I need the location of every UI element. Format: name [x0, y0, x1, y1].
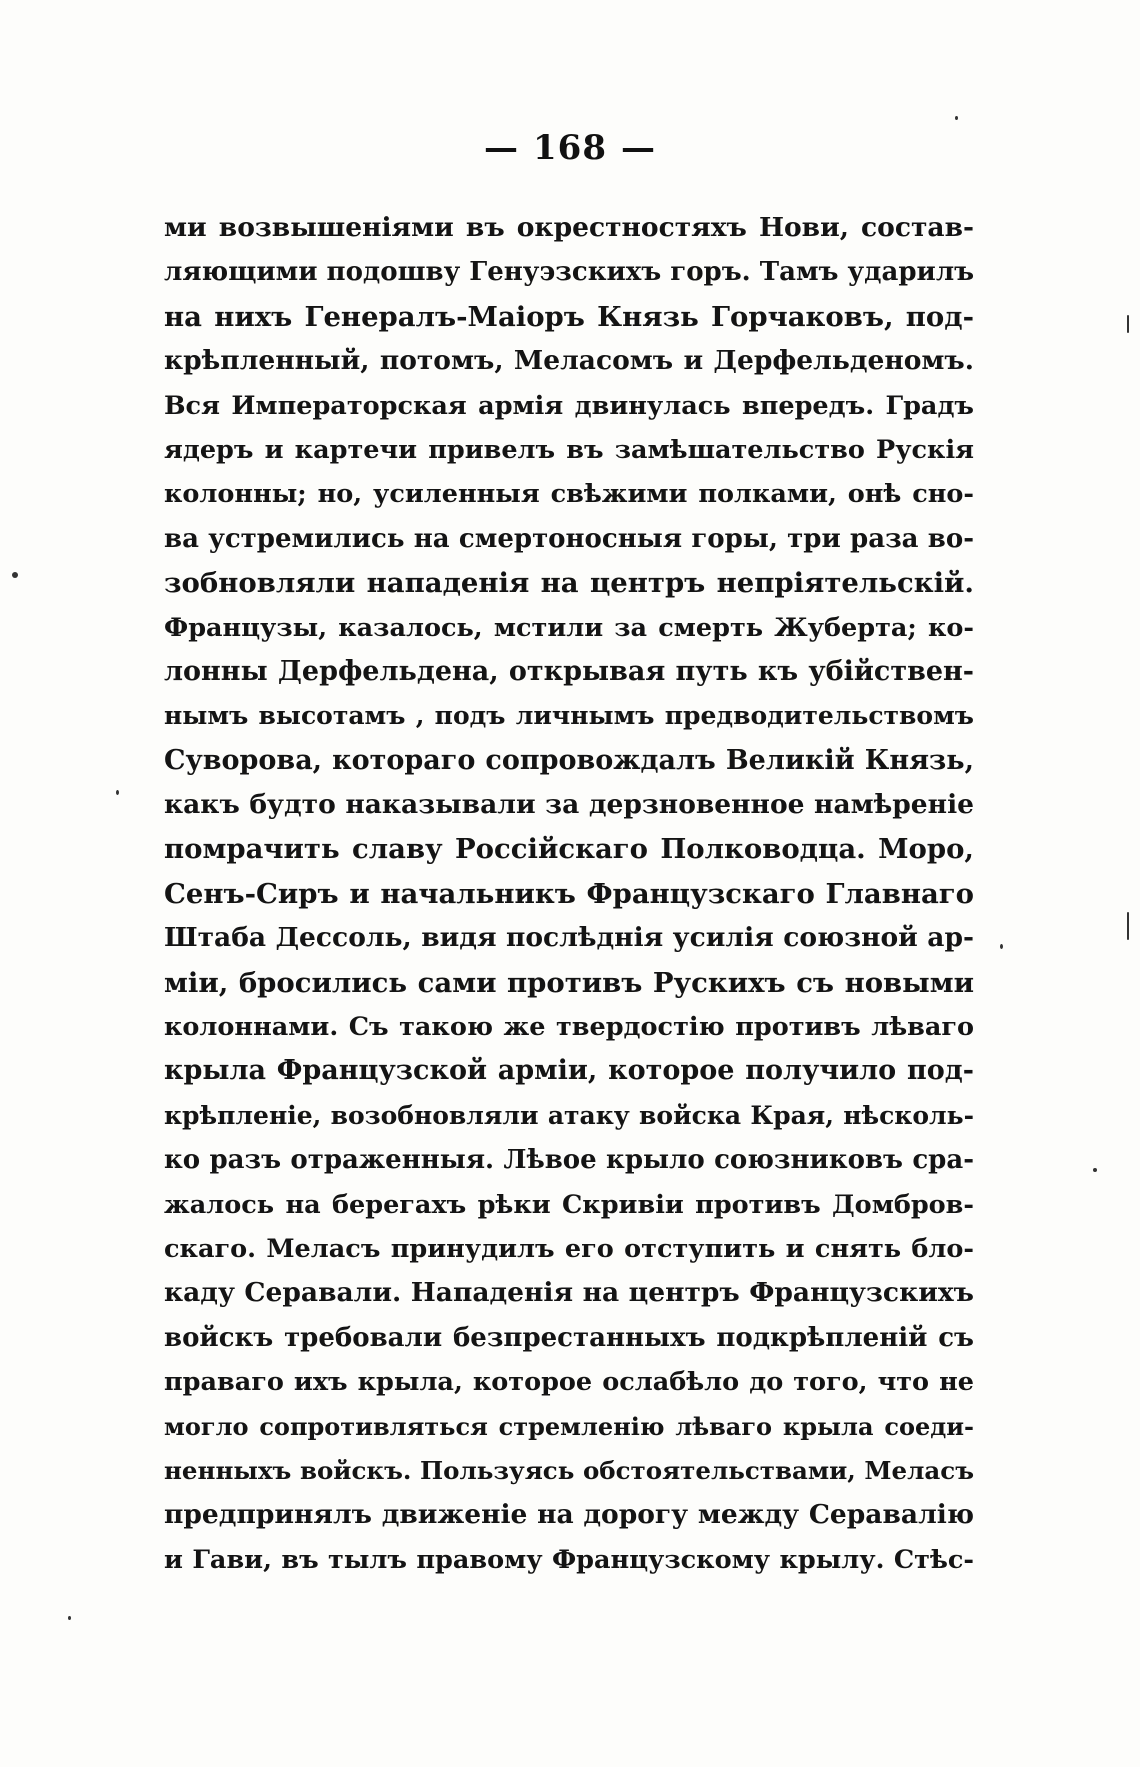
header-dash-left: —: [484, 128, 519, 168]
text-line: крѣпленный, потомъ, Меласомъ и Дерфельденомъ.: [164, 345, 974, 377]
text-line: ядеръ и картечи привелъ въ замѣшательство Рускія: [164, 434, 974, 465]
text-line: крѣпленіе, возобновляли атаку войска Края, нѣсколь-: [164, 1100, 974, 1130]
scan-speck: [955, 116, 958, 120]
text-line: Французы, казалось, мстили за смерть Жуберта; ко-: [164, 612, 974, 643]
text-line: колонны; но, усиленныя свѣжими полками, онѣ сно-: [164, 479, 974, 510]
header-dash-right: —: [620, 128, 656, 168]
text-line: нымъ высотамъ , подъ личнымъ предводительствомъ: [164, 701, 974, 731]
text-line: ляющими подошву Генуэзскихъ горъ. Тамъ ударилъ: [164, 257, 974, 288]
scan-speck: [1127, 912, 1129, 940]
text-line: зобновляли нападенія на центръ непріятельскій.: [164, 567, 974, 600]
text-line: какъ будто наказывали за дерзновенное намѣреніе: [164, 789, 974, 821]
text-line: помрачить славу Россійскаго Полководца. Моро,: [164, 833, 974, 866]
text-line: предпринялъ движеніе на дорогу между Серавалію: [164, 1499, 974, 1531]
text-line: могло сопротивляться стремленію лѣваго крыла соеди-: [164, 1411, 974, 1441]
text-line: ко разъ отраженныя. Лѣвое крыло союзниковъ сра-: [164, 1145, 974, 1176]
text-line: жалось на берегахъ рѣки Скривіи противъ Домбров-: [164, 1189, 974, 1220]
text-line: Вся Императорская армія двинулась впередъ. Градъ: [164, 390, 974, 421]
text-line: войскъ требовали безпрестанныхъ подкрѣпленій съ: [164, 1322, 974, 1353]
scan-speck: [116, 790, 119, 795]
text-line: лонны Дерфельдена, открывая путь къ убійствен-: [164, 655, 974, 687]
text-line: ва устремились на смертоносныя горы, три раза во-: [164, 523, 974, 554]
text-line: и Гави, въ тылъ правому Французскому крылу. Стѣс-: [164, 1544, 974, 1575]
text-line: Сенъ-Сиръ и начальникъ Французскаго Главнаго: [164, 877, 974, 910]
page-number: 168: [533, 128, 607, 168]
text-line: міи, бросились сами противъ Рускихъ съ новыми: [164, 966, 974, 999]
scan-speck: [1093, 1168, 1097, 1172]
page-header: [0, 128, 1140, 168]
text-line: ненныхъ войскъ. Пользуясь обстоятельствами, Меласъ: [164, 1455, 974, 1485]
scan-speck: [1000, 944, 1003, 949]
text-line: праваго ихъ крыла, которое ослабѣло до того, что не: [164, 1367, 974, 1398]
scan-speck: [68, 1616, 71, 1620]
text-line: скаго. Меласъ принудилъ его отступить и снять бло-: [164, 1233, 974, 1264]
text-line: Суворова, котораго сопровождалъ Великій Князь,: [164, 744, 974, 776]
scan-speck: [12, 572, 18, 578]
text-line: каду Серавали. Нападенія на центръ Французскихъ: [164, 1277, 974, 1309]
text-line: колоннами. Съ такою же твердостію противъ лѣваго: [164, 1012, 974, 1043]
text-line: крыла Французской арміи, которое получило под-: [164, 1055, 974, 1087]
text-line: Штаба Дессоль, видя послѣднія усилія союзной ар-: [164, 922, 974, 954]
scan-speck: [1127, 315, 1129, 333]
text-line: на нихъ Генералъ-Маіоръ Князь Горчаковъ, под-: [164, 300, 974, 333]
body-text: [164, 206, 974, 1582]
text-line: ми возвышеніями въ окрестностяхъ Нови, состав-: [164, 212, 974, 243]
